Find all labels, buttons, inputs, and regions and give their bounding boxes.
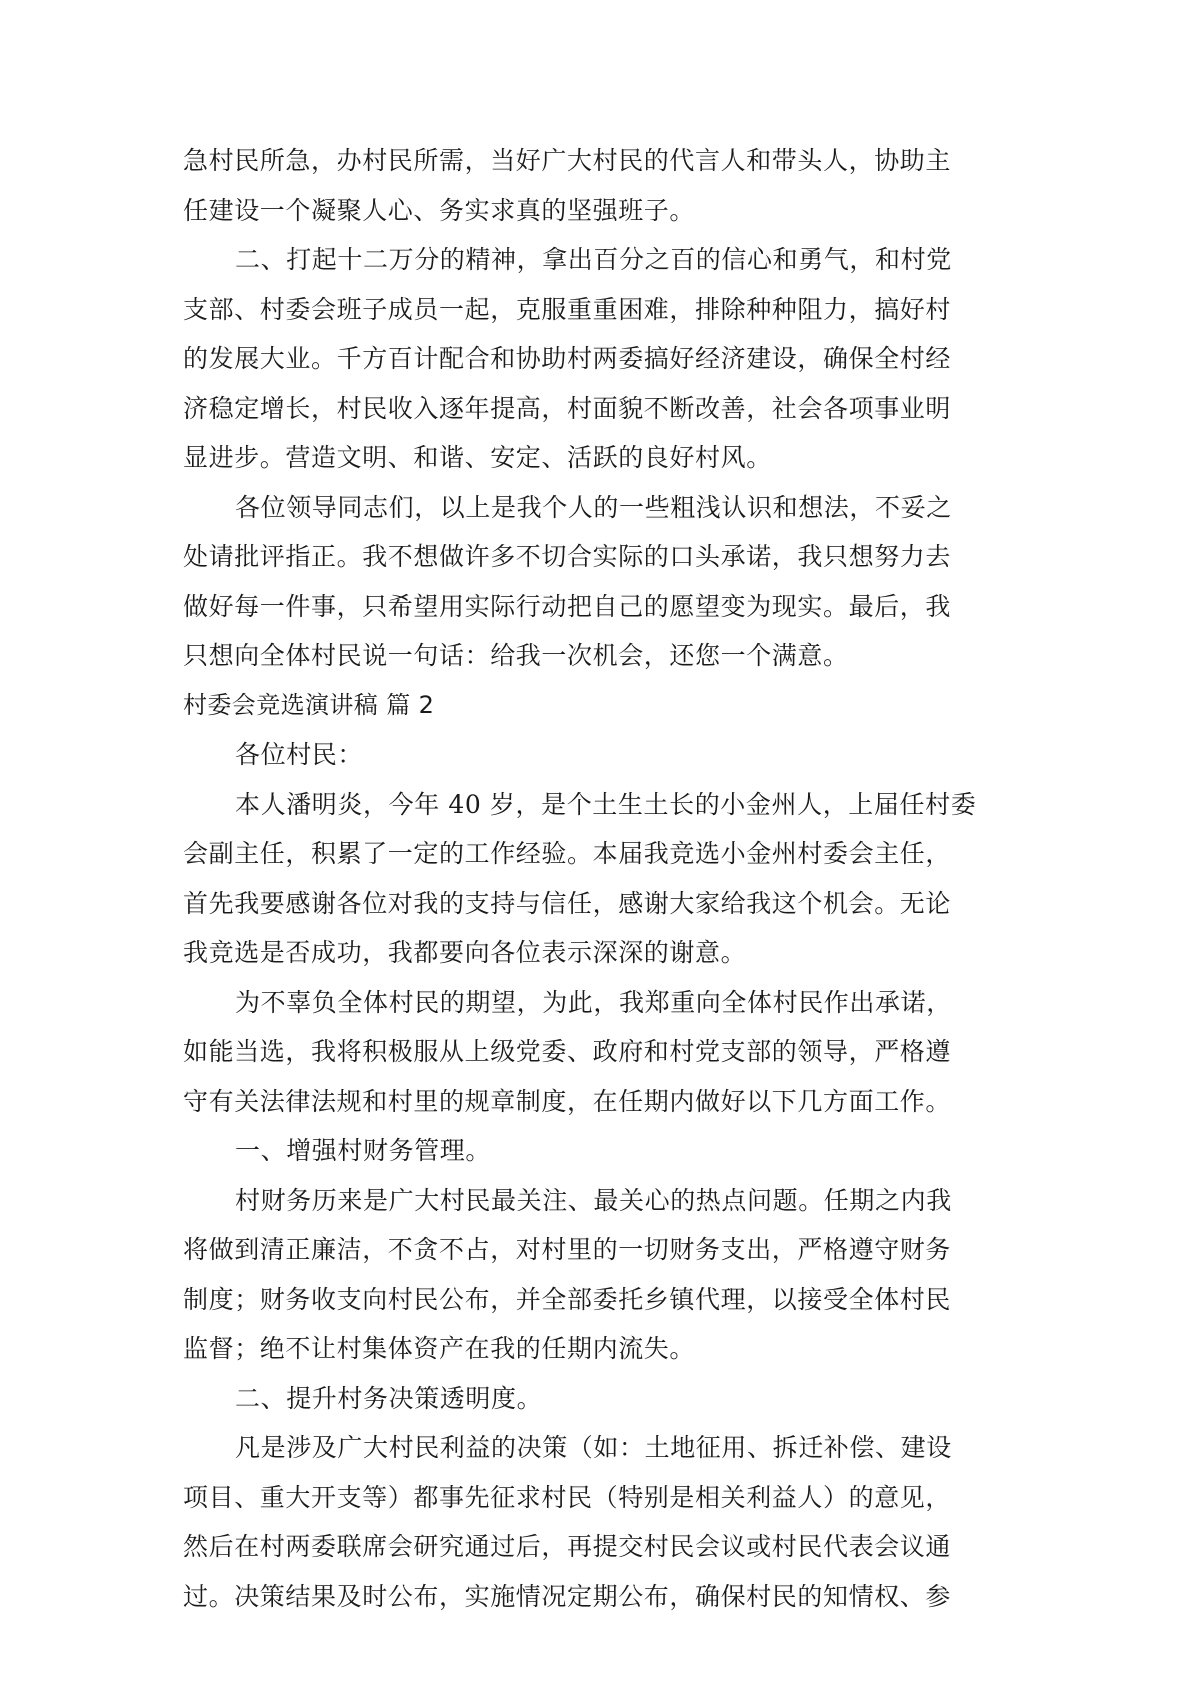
- text-line: 凡是涉及广大村民利益的决策（如：土地征用、拆迁补偿、建设: [235, 1433, 952, 1462]
- text-line: 会副主任，积累了一定的工作经验。本届我竞选小金州村委会主任，: [183, 839, 952, 868]
- text-line: 任建设一个凝聚人心、务实求真的坚强班子。: [183, 195, 696, 225]
- text-line: 济稳定增长，村民收入逐年提高，村面貌不断改善，社会各项事业明: [183, 393, 952, 423]
- text-line: 处请批评指正。我不想做许多不切合实际的口头承诺，我只想努力去: [183, 542, 952, 571]
- text-line: 只想向全体村民说一句话：给我一次机会，还您一个满意。: [183, 641, 849, 670]
- text-line: 首先我要感谢各位对我的支持与信任，感谢大家给我这个机会。无论: [183, 888, 952, 918]
- text-line: 支部、村委会班子成员一起，克服重重困难，排除种种阻力，搞好村: [183, 294, 952, 324]
- text-line: 项目、重大开支等）都事先征求村民（特别是相关利益人）的意见，: [183, 1482, 952, 1512]
- text-line: 本人潘明炎，今年 40 岁，是个土生土长的小金州人，上届任村委: [235, 789, 977, 819]
- text-line: 的发展大业。千方百计配合和协助村两委搞好经济建设，确保全村经: [183, 344, 952, 373]
- text-line: 监督；绝不让村集体资产在我的任期内流失。: [183, 1334, 696, 1363]
- document-body: [183, 136, 1017, 1621]
- text-line: 过。决策结果及时公布，实施情况定期公布，确保村民的知情权、参: [183, 1581, 952, 1611]
- text-line: 制度；财务收支向村民公布，并全部委托乡镇代理，以接受全体村民: [183, 1284, 952, 1314]
- text-line: 二、提升村务决策透明度。: [235, 1383, 543, 1413]
- text-line: 守有关法律法规和村里的规章制度，在任期内做好以下几方面工作。: [183, 1086, 952, 1116]
- text-line: 急村民所急，办村民所需，当好广大村民的代言人和带头人，协助主: [183, 146, 952, 175]
- text-line: 村财务历来是广大村民最关注、最关心的热点问题。任期之内我: [235, 1185, 952, 1215]
- text-line: 然后在村两委联席会研究通过后，再提交村民会议或村民代表会议通: [183, 1532, 952, 1561]
- text-line: 各位领导同志们，以上是我个人的一些粗浅认识和想法，不妥之: [235, 492, 952, 522]
- text-line: 二、打起十二万分的精神，拿出百分之百的信心和勇气，和村党: [235, 245, 952, 274]
- text-line: 做好每一件事，只希望用实际行动把自己的愿望变为现实。最后，我: [183, 591, 952, 621]
- section-heading: 村委会竞选演讲稿 篇 2: [183, 690, 435, 719]
- text-line: 显进步。营造文明、和谐、安定、活跃的良好村风。: [183, 443, 772, 472]
- text-line: 将做到清正廉洁，不贪不占，对村里的一切财务支出，严格遵守财务: [183, 1235, 952, 1264]
- text-line: 为不辜负全体村民的期望，为此，我郑重向全体村民作出承诺，: [235, 987, 952, 1017]
- text-line: 如能当选，我将积极服从上级党委、政府和村党支部的领导，严格遵: [183, 1037, 952, 1066]
- text-line: 我竞选是否成功，我都要向各位表示深深的谢意。: [183, 938, 747, 967]
- text-line: 各位村民：: [235, 740, 364, 769]
- text-line: 一、增强村财务管理。: [235, 1136, 492, 1165]
